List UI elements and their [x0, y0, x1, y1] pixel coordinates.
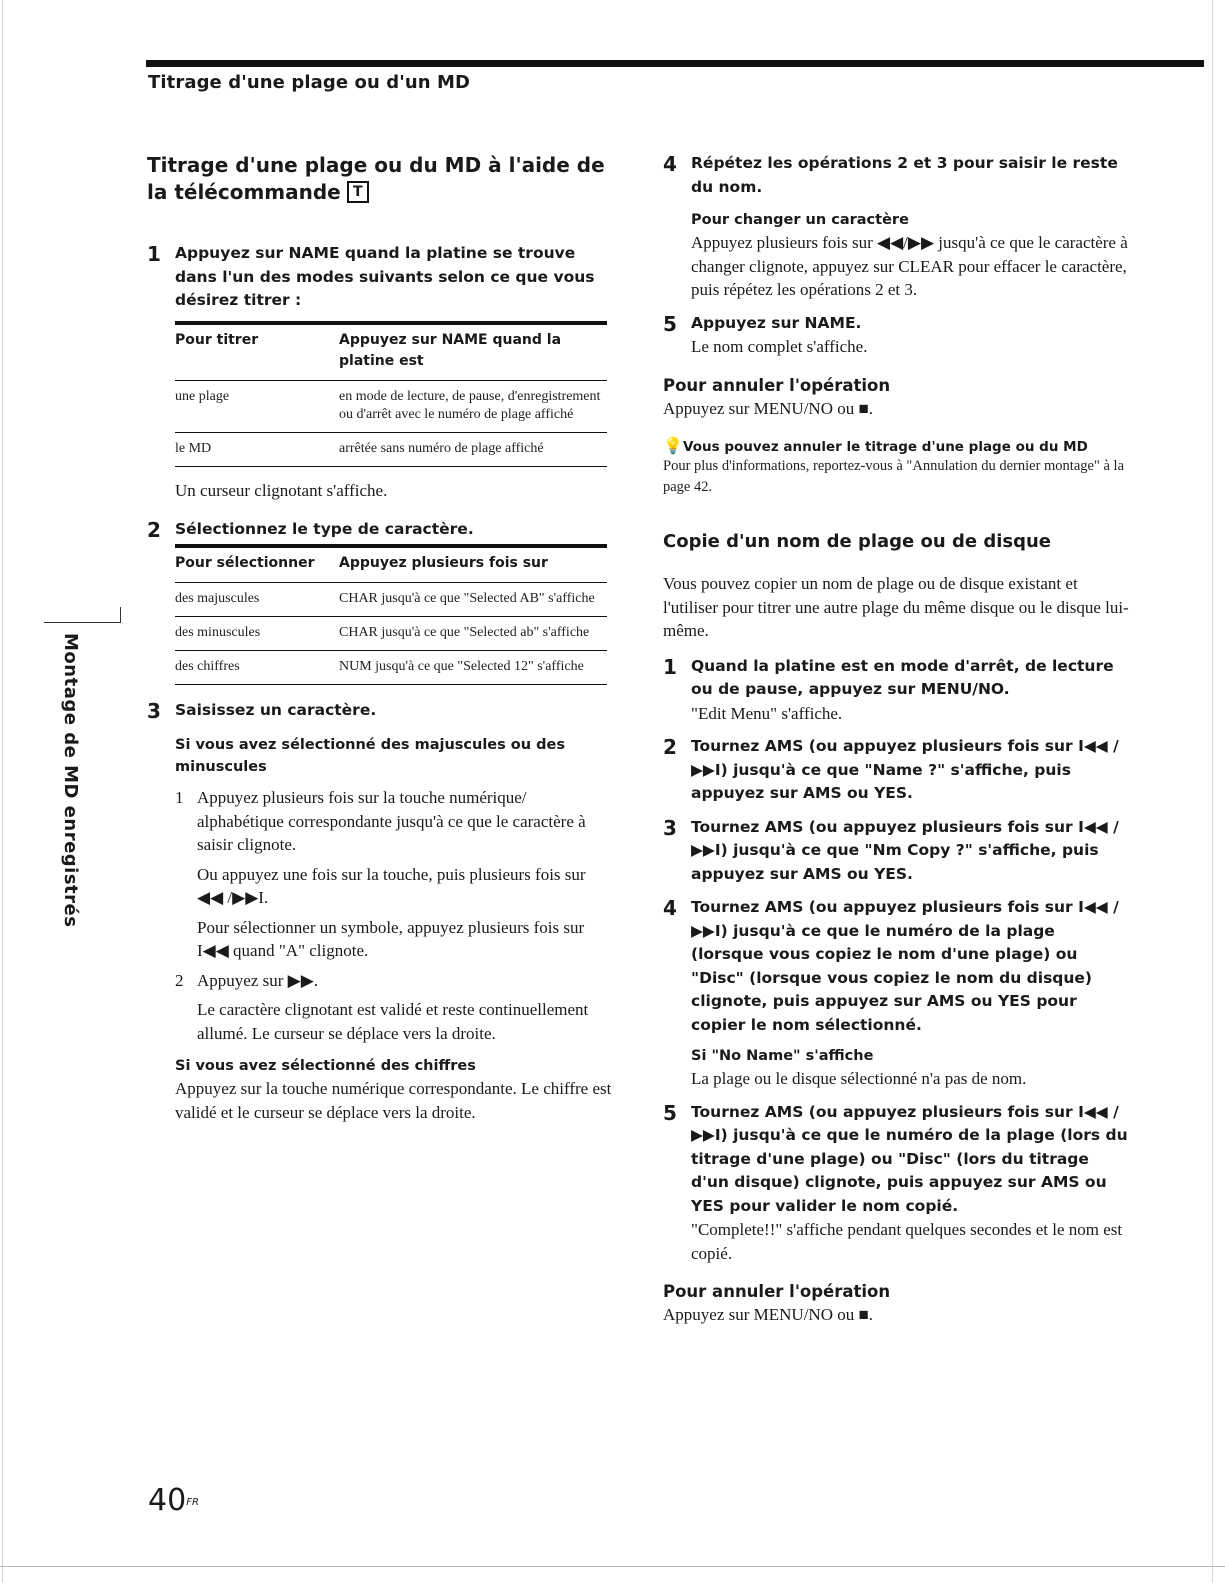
page-number	[148, 1484, 199, 1518]
step-number: 4	[663, 896, 677, 920]
step-instruction: Appuyez sur NAME quand la platine se trouve dans l'un des modes suivants selon ce que vous désirez titrer :	[175, 244, 595, 309]
step-3	[147, 699, 615, 1125]
step-number: 5	[663, 311, 677, 336]
step-result: Un curseur clignotant s'affiche.	[175, 480, 388, 500]
step-instruction: Tournez AMS (ou appuyez plusieurs fois sur I◀◀ /▶▶I) jusqu'à ce que "Nm Copy ?" s'affiche, puis appuyez sur AMS ou YES.	[691, 817, 1119, 883]
table-cell: NUM jusqu'à ce que "Selected 12" s'affiche	[339, 650, 607, 684]
step-number: 1	[147, 242, 161, 266]
page-number-value: 40	[148, 1483, 187, 1518]
table-row	[175, 616, 607, 650]
section-title	[147, 152, 615, 206]
table-cell: des minuscules	[175, 616, 339, 650]
sub-step-1	[175, 786, 615, 963]
table-cell: CHAR jusqu'à ce que "Selected AB" s'affiche	[339, 582, 607, 616]
table-row	[175, 432, 607, 466]
lightbulb-icon: 💡	[663, 436, 683, 455]
table-row	[175, 582, 607, 616]
step-number: 1	[663, 654, 677, 679]
sub-step-number: 1	[175, 788, 184, 807]
subheading: Pour changer un caractère	[691, 212, 909, 228]
step-number: 2	[663, 735, 677, 759]
left-column	[147, 152, 615, 1124]
step-result: "Complete!!" s'affiche pendant quelques secondes et le nom est copié.	[691, 1220, 1123, 1263]
section-title-text: Titrage d'une plage ou du MD à l'aide de la télécommande	[147, 153, 605, 204]
step-4	[663, 152, 1131, 302]
section-header: Titrage d'une plage ou d'un MD	[148, 72, 471, 93]
copy-step-5	[663, 1101, 1131, 1266]
subheading: Si "No Name" s'affiche	[691, 1048, 874, 1064]
table-cell: le MD	[175, 432, 339, 466]
table-cell: des chiffres	[175, 650, 339, 684]
step-instruction: Appuyez sur NAME.	[691, 313, 862, 332]
sub-step-text: Appuyez sur ▶▶.	[197, 970, 319, 990]
table-header-row	[175, 546, 607, 583]
step-1	[147, 242, 615, 502]
step-number: 4	[663, 152, 677, 176]
table-cell: en mode de lecture, de pause, d'enregistrement ou d'arrêt avec le numéro de plage affiché	[339, 380, 607, 432]
table-header: Appuyez plusieurs fois sur	[339, 546, 607, 583]
paragraph: Appuyez plusieurs fois sur ◀◀/▶▶ jusqu'à ce que le caractère à changer clignote, appuyez sur CLEAR pour effacer le caractère, puis répétez les opérations 2 et 3.	[691, 233, 1128, 299]
paragraph: Appuyez sur la touche numérique correspondante. Le chiffre est validé et le curseur se déplace vers la droite.	[175, 1079, 612, 1122]
copy-step-2	[663, 735, 1131, 806]
table-row	[175, 380, 607, 432]
right-column	[663, 152, 1131, 1327]
step-result: Le nom complet s'affiche.	[691, 337, 868, 356]
sub-step-text: Ou appuyez une fois sur la touche, puis plusieurs fois sur ◀◀ /▶▶I.	[197, 864, 586, 907]
title-mode-table	[175, 321, 607, 467]
subheading: Si vous avez sélectionné des chiffres	[175, 1058, 476, 1074]
sidebar-rule-tick	[120, 607, 121, 623]
step-instruction: Saisissez un caractère.	[175, 700, 377, 719]
cancel-text: Appuyez sur MENU/NO ou ■.	[663, 1305, 873, 1324]
sub-step-text: Appuyez plusieurs fois sur la touche numérique/ alphabétique correspondante jusqu'à ce que le caractère à saisir clignote.	[197, 788, 586, 854]
step-number: 3	[663, 815, 677, 840]
table-row	[175, 650, 607, 684]
subheading: Si vous avez sélectionné des majuscules ou des minuscules	[175, 737, 565, 775]
copy-step-3	[663, 816, 1131, 887]
table-header: Pour sélectionner	[175, 546, 339, 583]
step-instruction: Sélectionnez le type de caractère.	[175, 520, 474, 538]
table-header: Pour titrer	[175, 323, 339, 381]
tip-text: Pour plus d'informations, reportez-vous à "Annulation du dernier montage" à la page 42.	[663, 458, 1125, 495]
table-header-row	[175, 323, 607, 381]
remote-control-icon: T	[347, 181, 369, 203]
page-edge-right	[1212, 0, 1213, 1583]
copy-intro: Vous pouvez copier un nom de plage ou de disque existant et l'utiliser pour titrer une autre plage du même disque ou le disque lui-même.	[663, 574, 1129, 640]
page-edge-bottom	[0, 1566, 1225, 1567]
copy-section-title: Copie d'un nom de plage ou de disque	[663, 531, 1052, 552]
step-number: 2	[147, 518, 161, 542]
step-instruction: Répétez les opérations 2 et 3 pour saisir le reste du nom.	[691, 154, 1118, 196]
sidebar-section-label: Montage de MD enregistrés	[60, 633, 81, 928]
step-2	[147, 518, 615, 685]
table-cell: une plage	[175, 380, 339, 432]
step-5	[663, 312, 1131, 359]
sidebar-rule	[44, 622, 120, 623]
sub-step-2	[175, 969, 615, 1046]
header-rule	[146, 60, 1204, 67]
copy-step-1	[663, 655, 1131, 726]
sub-step-text: Pour sélectionner un symbole, appuyez plusieurs fois sur I◀◀ quand "A" clignote.	[197, 917, 585, 960]
cancel-text: Appuyez sur MENU/NO ou ■.	[663, 398, 873, 418]
page-edge-left	[2, 0, 3, 1583]
step-instruction: Tournez AMS (ou appuyez plusieurs fois sur I◀◀ /▶▶I) jusqu'à ce que le numéro de la plage (lors du titrage d'une plage) ou "Disc" (lors du titrage d'un disque) clignote, puis appuyez sur AMS ou YES pour valider le nom copié.	[691, 1102, 1128, 1215]
table-cell: des majuscules	[175, 582, 339, 616]
table-header: Appuyez sur NAME quand la platine est	[339, 323, 607, 381]
tip-box	[663, 436, 1131, 498]
step-result: "Edit Menu" s'affiche.	[691, 703, 843, 723]
tip-title: Vous pouvez annuler le titrage d'une plage ou du MD	[683, 439, 1088, 455]
cancel-heading: Pour annuler l'opération	[663, 375, 891, 395]
cancel-heading: Pour annuler l'opération	[663, 1282, 891, 1301]
step-instruction: Tournez AMS (ou appuyez plusieurs fois sur I◀◀ /▶▶I) jusqu'à ce que le numéro de la plage (lorsque vous copiez le nom d'une plage) ou "Disc" (lorsque vous copiez le nom du disque) clignote, puis appuyez sur AMS ou YES pour copier le nom sélectionné.	[691, 898, 1119, 1034]
step-number: 5	[663, 1100, 677, 1125]
page-number-suffix: FR	[186, 1497, 199, 1508]
table-cell: arrêtée sans numéro de plage affiché	[339, 432, 607, 466]
paragraph: La plage ou le disque sélectionné n'a pas de nom.	[691, 1069, 1027, 1088]
character-type-table	[175, 544, 607, 685]
step-instruction: Quand la platine est en mode d'arrêt, de lecture ou de pause, appuyez sur MENU/NO.	[691, 656, 1114, 698]
sub-step-number: 2	[175, 970, 184, 990]
copy-step-4	[663, 896, 1131, 1091]
step-number: 3	[147, 698, 161, 723]
step-instruction: Tournez AMS (ou appuyez plusieurs fois sur I◀◀ /▶▶I) jusqu'à ce que "Name ?" s'affiche, puis appuyez sur AMS ou YES.	[691, 737, 1119, 802]
table-cell: CHAR jusqu'à ce que "Selected ab" s'affiche	[339, 616, 607, 650]
sub-step-text: Le caractère clignotant est validé et reste continuellement allumé. Le curseur se déplace vers la droite.	[197, 1000, 589, 1043]
